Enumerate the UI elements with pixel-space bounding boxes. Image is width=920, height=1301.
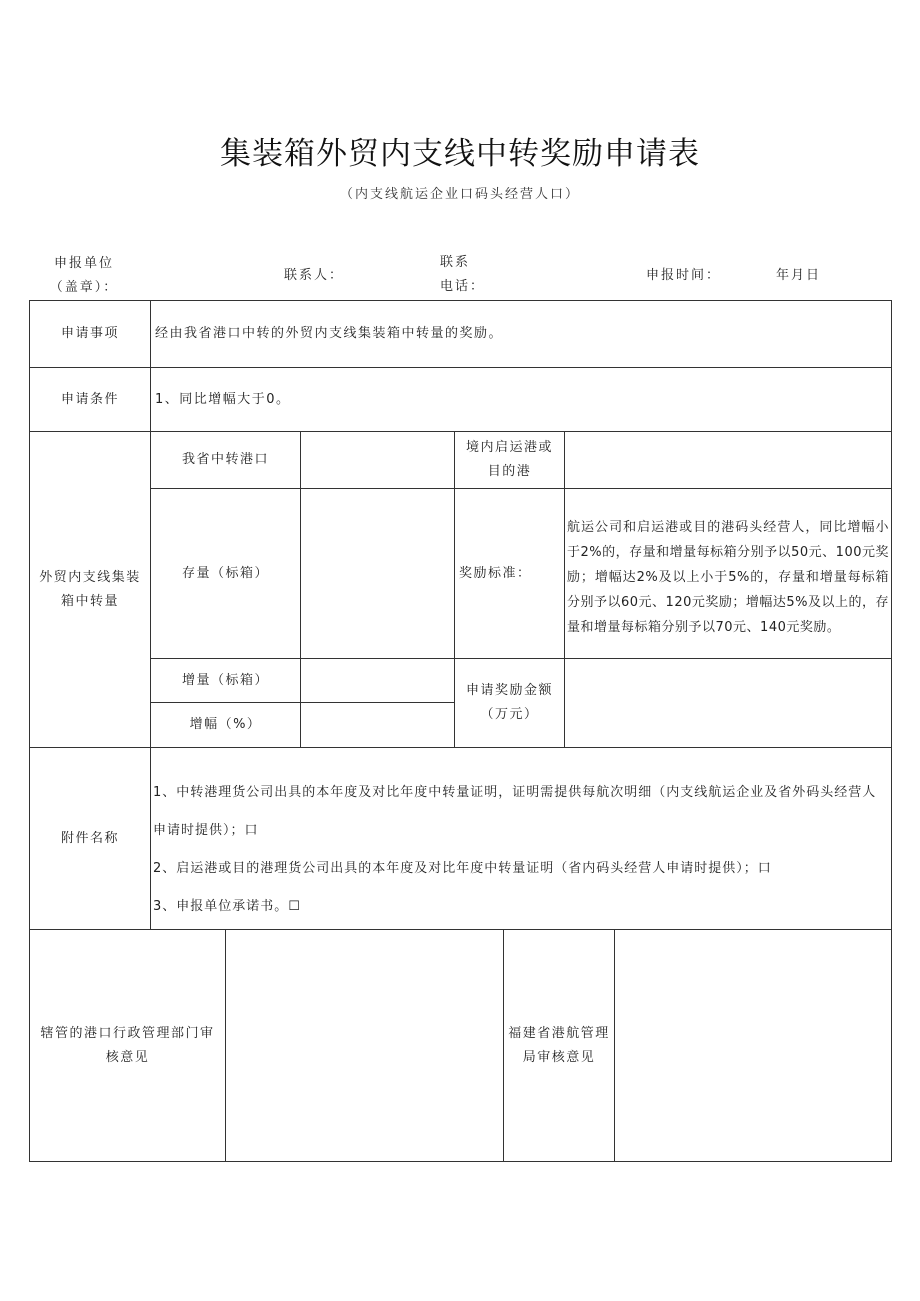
- transfer-port-label: 我省中转港口: [150, 431, 301, 489]
- form-title: 集装箱外贸内支线中转奖励申请表: [220, 136, 700, 172]
- contact-label: 联系人：: [284, 268, 345, 283]
- volume-label: [29, 431, 151, 748]
- origin-port-label: [454, 431, 565, 489]
- phone-label: [440, 251, 485, 299]
- unit-label: [44, 252, 124, 300]
- port-admin-review-label-text: 辖管的港口行政管理部门审核意见: [40, 1025, 215, 1065]
- matter-label: 申请事项: [29, 300, 151, 368]
- volume-label-text: 外贸内支线集装箱中转量: [39, 569, 141, 609]
- unit-label-line1: 申报单位: [53, 256, 114, 271]
- stock-value[interactable]: [300, 488, 455, 659]
- stock-label: 存量（标箱）: [150, 488, 301, 659]
- condition-label: 申请条件: [29, 367, 151, 432]
- reward-amount-label: [454, 658, 565, 748]
- matter-value: 经由我省港口中转的外贸内支线集装箱中转量的奖励。: [150, 300, 892, 368]
- port-admin-review-value[interactable]: [225, 929, 504, 1162]
- form-subtitle: （内支线航运企业口码头经营人口）: [339, 187, 580, 202]
- phone-label-line1: 联系: [440, 255, 471, 270]
- attachment-list: [150, 747, 892, 930]
- fujian-review-value[interactable]: [614, 929, 892, 1162]
- reward-amount-value[interactable]: [564, 658, 892, 748]
- origin-port-label-text: 境内启运港或目的港: [465, 440, 553, 479]
- attachment-label: 附件名称: [29, 747, 151, 930]
- port-admin-review-label: [29, 929, 226, 1162]
- transfer-port-value[interactable]: [300, 431, 455, 489]
- reward-standard-text: 航运公司和启运港或目的港码头经营人，同比增幅小于2%的，存量和增量每标箱分别予以50元、100元奖励；增幅达2%及以上小于5%的，存量和增量每标箱分别予以60元、120元奖励；增幅达5%及以上的，存量和增量每标箱分别予以70元、140元奖励。: [564, 488, 892, 659]
- increment-label: 增量（标箱）: [150, 658, 301, 703]
- reward-standard-label: 奖励标准：: [454, 488, 565, 659]
- fujian-review-label-text: 福建省港航管理局审核意见: [508, 1025, 610, 1065]
- increment-value[interactable]: [300, 658, 455, 703]
- unit-label-line2: （盖章）：: [49, 280, 119, 295]
- origin-port-value[interactable]: [564, 431, 892, 489]
- reward-amount-label-text: 申请奖励金额（万元）: [465, 683, 553, 722]
- growth-label: 增幅（%）: [150, 702, 301, 748]
- growth-value[interactable]: [300, 702, 455, 748]
- attachment-item-3: 3、申报单位承诺书。☐: [153, 899, 301, 914]
- attachment-item-1: 1、中转港理货公司出具的本年度及对比年度中转量证明，证明需提供每航次明细（内支线航运企业及省外码头经营人申请时提供）；口: [153, 785, 877, 838]
- report-time-label: 申报时间：: [646, 268, 722, 283]
- condition-value: 1、同比增幅大于0。: [150, 367, 892, 432]
- report-date-placeholder: 年月日: [776, 268, 822, 283]
- phone-label-line2: 电话：: [440, 279, 486, 294]
- fujian-review-label: [503, 929, 615, 1162]
- attachment-item-2: 2、启运港或目的港理货公司出具的本年度及对比年度中转量证明（省内码头经营人申请时提供）；口: [153, 861, 772, 876]
